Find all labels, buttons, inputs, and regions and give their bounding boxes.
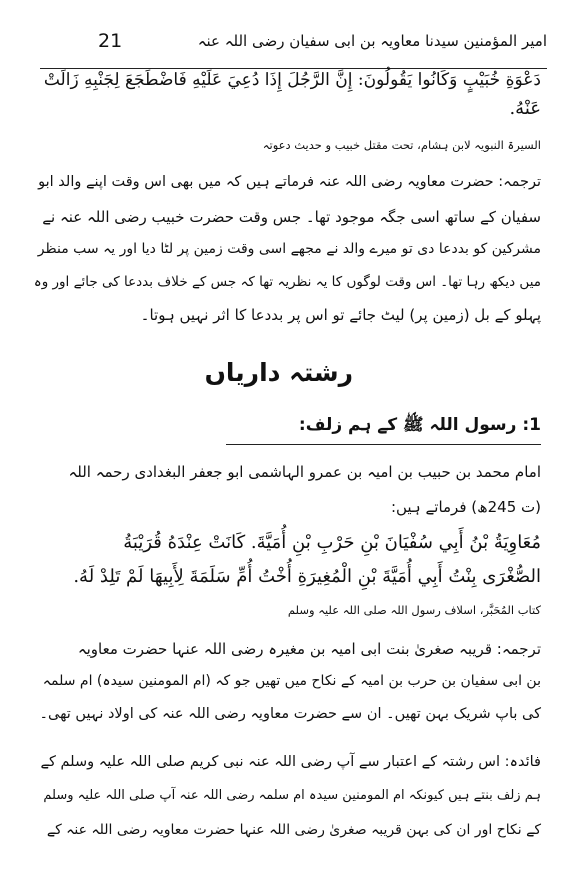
paragraph-line: مشرکین کو بددعا دی تو میرے والد نے مجھے اسی وقت زمین پر لٹا دیا اور یہ سب منظر [37,241,541,257]
paragraph-line: فائدہ: اس رشتہ کے اعتبار سے آپ رضی اللہ عنہ نبی کریم صلی اللہ علیہ وسلم کے [40,754,541,770]
paragraph-line: ترجمہ: حضرت معاویہ رضی اللہ عنہ فرماتے ہیں کہ میں بھی اس وقت اپنے والد ابو [38,174,541,190]
paragraph-line: پہلو کے بل (زمین پر) لیٹ جائے تو اس پر بددعا کا اثر نہیں ہوتا۔ [140,306,541,324]
source-citation: کتاب المُحَبَّر، اسلاف رسول اللہ صلی اللہ علیہ وسلم [287,603,541,617]
arabic-text-line: عَنْهُ. [509,98,541,119]
paragraph-line: میں دیکھ رہا تھا۔ اس وقت لوگوں کا یہ نظریہ تھا کہ جس کے خلاف بددعا کی جائے اور وہ [33,274,541,290]
page-number: 21 [98,30,123,52]
paragraph-line: کے نکاح اور ان کی بہن قریبہ صغریٰ رضی اللہ عنہا حضرت معاویہ رضی اللہ عنہ کے [46,822,541,838]
subsection-underline [226,444,541,445]
section-heading: رشتہ داریاں [204,358,353,387]
paragraph-line: (ت 245ھ) فرماتے ہیں: [390,498,541,516]
paragraph-line: کی باپ شریک بہن تھیں۔ ان سے حضرت معاویہ رضی اللہ عنہ کی اولاد نہیں تھی۔ [39,706,541,722]
subsection-heading: 1: رسول اللہ ﷺ کے ہم زلف: [298,415,541,435]
paragraph-line: امام محمد بن حبیب بن امیہ بن عمرو الہاشمی ابو جعفر البغدادی رحمہ اللہ [68,463,541,481]
source-citation: السیرۃ النبویہ لابن ہشام، تحت مقتل خبیب و حدیث دعوتہ [262,138,541,152]
paragraph-line: بن ابی سفیان بن حرب بن امیہ کے نکاح میں تھیں جو کہ (ام المومنین سیدہ) ام سلمہ [42,673,541,689]
paragraph-line: سفیان کے ساتھ اسی جگہ موجود تھا۔ جس وقت حضرت خبیب رضی اللہ عنہ نے [42,208,541,226]
arabic-text-line: مُعَاوِيَةُ بْنُ أَبِي سُفْيَانَ بْنِ حَرْبِ بْنِ أُمَيَّةَ. كَانَتْ عِنْدَهُ قُرَيْبَةُ [123,532,541,553]
page-header [40,28,547,69]
paragraph-line: ہم زلف بنتے ہیں کیونکہ ام المومنین سیدہ ام سلمہ رضی اللہ عنہ آپ صلی اللہ علیہ وسلم [43,788,541,803]
arabic-text-line: الصُّغْرَى بِنْتُ أَبِي أُمَيَّةَ بْنِ الْمُغِيرَةِ أُخْتُ أُمِّ سَلَمَةَ لِأَبِيهَا لَمْ تَلِدْ لَهُ. [73,566,541,587]
running-title: امیر المؤمنین سیدنا معاویہ بن ابی سفیان رضی اللہ عنہ [197,32,547,50]
arabic-text-line: دَعْوَةِ خُبَيْبٍ وَكَانُوا يَقُولُونَ: إِنَّ الرَّجُلَ إِذَا دُعِيَ عَلَيْهِ فَاضْطَجَعَ لِجَنْبِهِ زَالَتْ [43,70,541,90]
paragraph-line: ترجمہ: قریبہ صغریٰ بنت ابی امیہ بن مغیرہ رضی اللہ عنہا حضرت معاویہ [77,640,541,658]
